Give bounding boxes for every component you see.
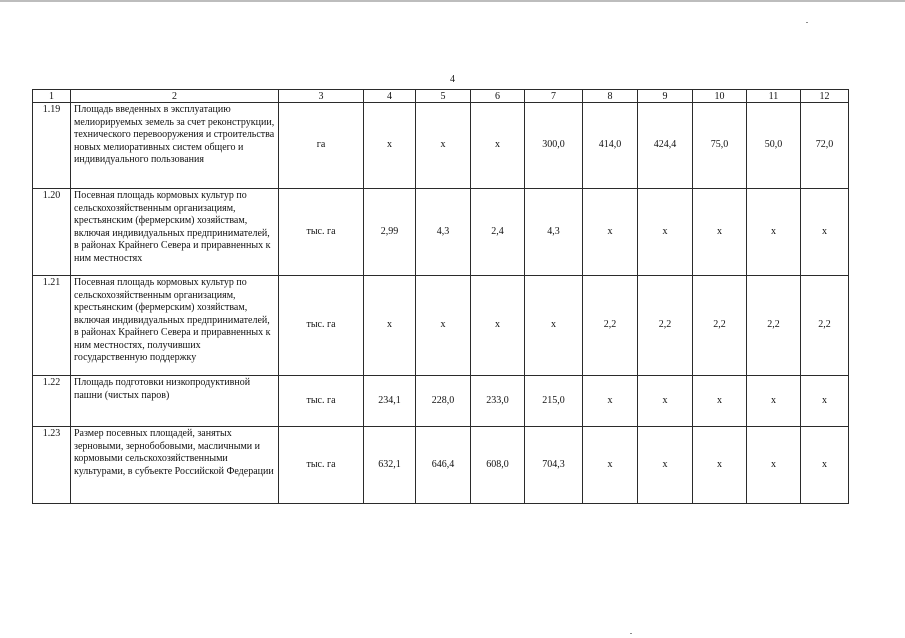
- value-cell: 2,99: [364, 189, 416, 276]
- column-number: 4: [364, 90, 416, 103]
- indicator-name: Размер посевных площадей, занятых зерновыми, зернобобовыми, масличными и кормовыми сельскохозяйственными культурами, в субъекте Российской Федерации: [71, 427, 279, 504]
- value-cell: 4,3: [416, 189, 471, 276]
- table-row: [33, 427, 849, 504]
- value-cell: x: [583, 376, 638, 427]
- value-cell: x: [471, 276, 525, 376]
- value-cell: x: [471, 103, 525, 189]
- column-number: 2: [71, 90, 279, 103]
- column-number: 3: [279, 90, 364, 103]
- value-cell: x: [638, 189, 693, 276]
- scan-speck: [630, 633, 632, 634]
- indicator-name: Площадь подготовки низкопродуктивной пашни (чистых паров): [71, 376, 279, 427]
- value-cell: x: [364, 276, 416, 376]
- value-cell: 72,0: [801, 103, 849, 189]
- indicator-name: Посевная площадь кормовых культур по сельскохозяйственным организациям, крестьянским (фермерским) хозяйствам, включая индивидуальных предпринимателей, в районах Крайнего Севера и приравненных к ним местностях, получивших государственную поддержку: [71, 276, 279, 376]
- scan-edge: [0, 0, 905, 2]
- value-cell: 50,0: [747, 103, 801, 189]
- row-number: 1.22: [33, 376, 71, 427]
- column-number: 8: [583, 90, 638, 103]
- value-cell: 233,0: [471, 376, 525, 427]
- table-row: [33, 276, 849, 376]
- column-number-row: [33, 90, 849, 103]
- row-number: 1.21: [33, 276, 71, 376]
- value-cell: 228,0: [416, 376, 471, 427]
- table-row: [33, 376, 849, 427]
- value-cell: 632,1: [364, 427, 416, 504]
- value-cell: x: [693, 189, 747, 276]
- unit: тыс. га: [279, 427, 364, 504]
- value-cell: 704,3: [525, 427, 583, 504]
- column-number: 7: [525, 90, 583, 103]
- row-number: 1.23: [33, 427, 71, 504]
- value-cell: 424,4: [638, 103, 693, 189]
- value-cell: x: [801, 376, 849, 427]
- value-cell: x: [801, 427, 849, 504]
- value-cell: 2,2: [583, 276, 638, 376]
- value-cell: x: [583, 427, 638, 504]
- page-number: 4: [450, 74, 455, 85]
- scan-speck: [806, 22, 808, 23]
- indicator-name: Площадь введенных в эксплуатацию мелиорируемых земель за счет реконструкции, технического перевооружения и строительства новых мелиоративных систем общего и индивидуального пользования: [71, 103, 279, 189]
- value-cell: 2,2: [638, 276, 693, 376]
- value-cell: 646,4: [416, 427, 471, 504]
- value-cell: x: [747, 189, 801, 276]
- value-cell: x: [801, 189, 849, 276]
- value-cell: x: [364, 103, 416, 189]
- value-cell: x: [416, 276, 471, 376]
- unit: тыс. га: [279, 276, 364, 376]
- column-number: 5: [416, 90, 471, 103]
- value-cell: x: [416, 103, 471, 189]
- unit: га: [279, 103, 364, 189]
- value-cell: x: [693, 427, 747, 504]
- value-cell: x: [747, 376, 801, 427]
- value-cell: 300,0: [525, 103, 583, 189]
- data-table: [32, 89, 849, 504]
- value-cell: 2,2: [693, 276, 747, 376]
- unit: тыс. га: [279, 376, 364, 427]
- value-cell: 2,2: [801, 276, 849, 376]
- row-number: 1.20: [33, 189, 71, 276]
- value-cell: 608,0: [471, 427, 525, 504]
- value-cell: 234,1: [364, 376, 416, 427]
- value-cell: x: [638, 376, 693, 427]
- value-cell: x: [693, 376, 747, 427]
- value-cell: x: [747, 427, 801, 504]
- value-cell: 414,0: [583, 103, 638, 189]
- row-number: 1.19: [33, 103, 71, 189]
- value-cell: x: [638, 427, 693, 504]
- table-row: [33, 189, 849, 276]
- value-cell: 4,3: [525, 189, 583, 276]
- value-cell: 215,0: [525, 376, 583, 427]
- column-number: 11: [747, 90, 801, 103]
- indicator-name: Посевная площадь кормовых культур по сельскохозяйственным организациям, крестьянским (фермерским) хозяйствам, включая индивидуальных предпринимателей, в районах Крайнего Севера и приравненных к ним местностях: [71, 189, 279, 276]
- value-cell: x: [525, 276, 583, 376]
- unit: тыс. га: [279, 189, 364, 276]
- value-cell: x: [583, 189, 638, 276]
- value-cell: 2,4: [471, 189, 525, 276]
- column-number: 6: [471, 90, 525, 103]
- table-row: [33, 103, 849, 189]
- column-number: 1: [33, 90, 71, 103]
- column-number: 10: [693, 90, 747, 103]
- column-number: 12: [801, 90, 849, 103]
- value-cell: 75,0: [693, 103, 747, 189]
- value-cell: 2,2: [747, 276, 801, 376]
- column-number: 9: [638, 90, 693, 103]
